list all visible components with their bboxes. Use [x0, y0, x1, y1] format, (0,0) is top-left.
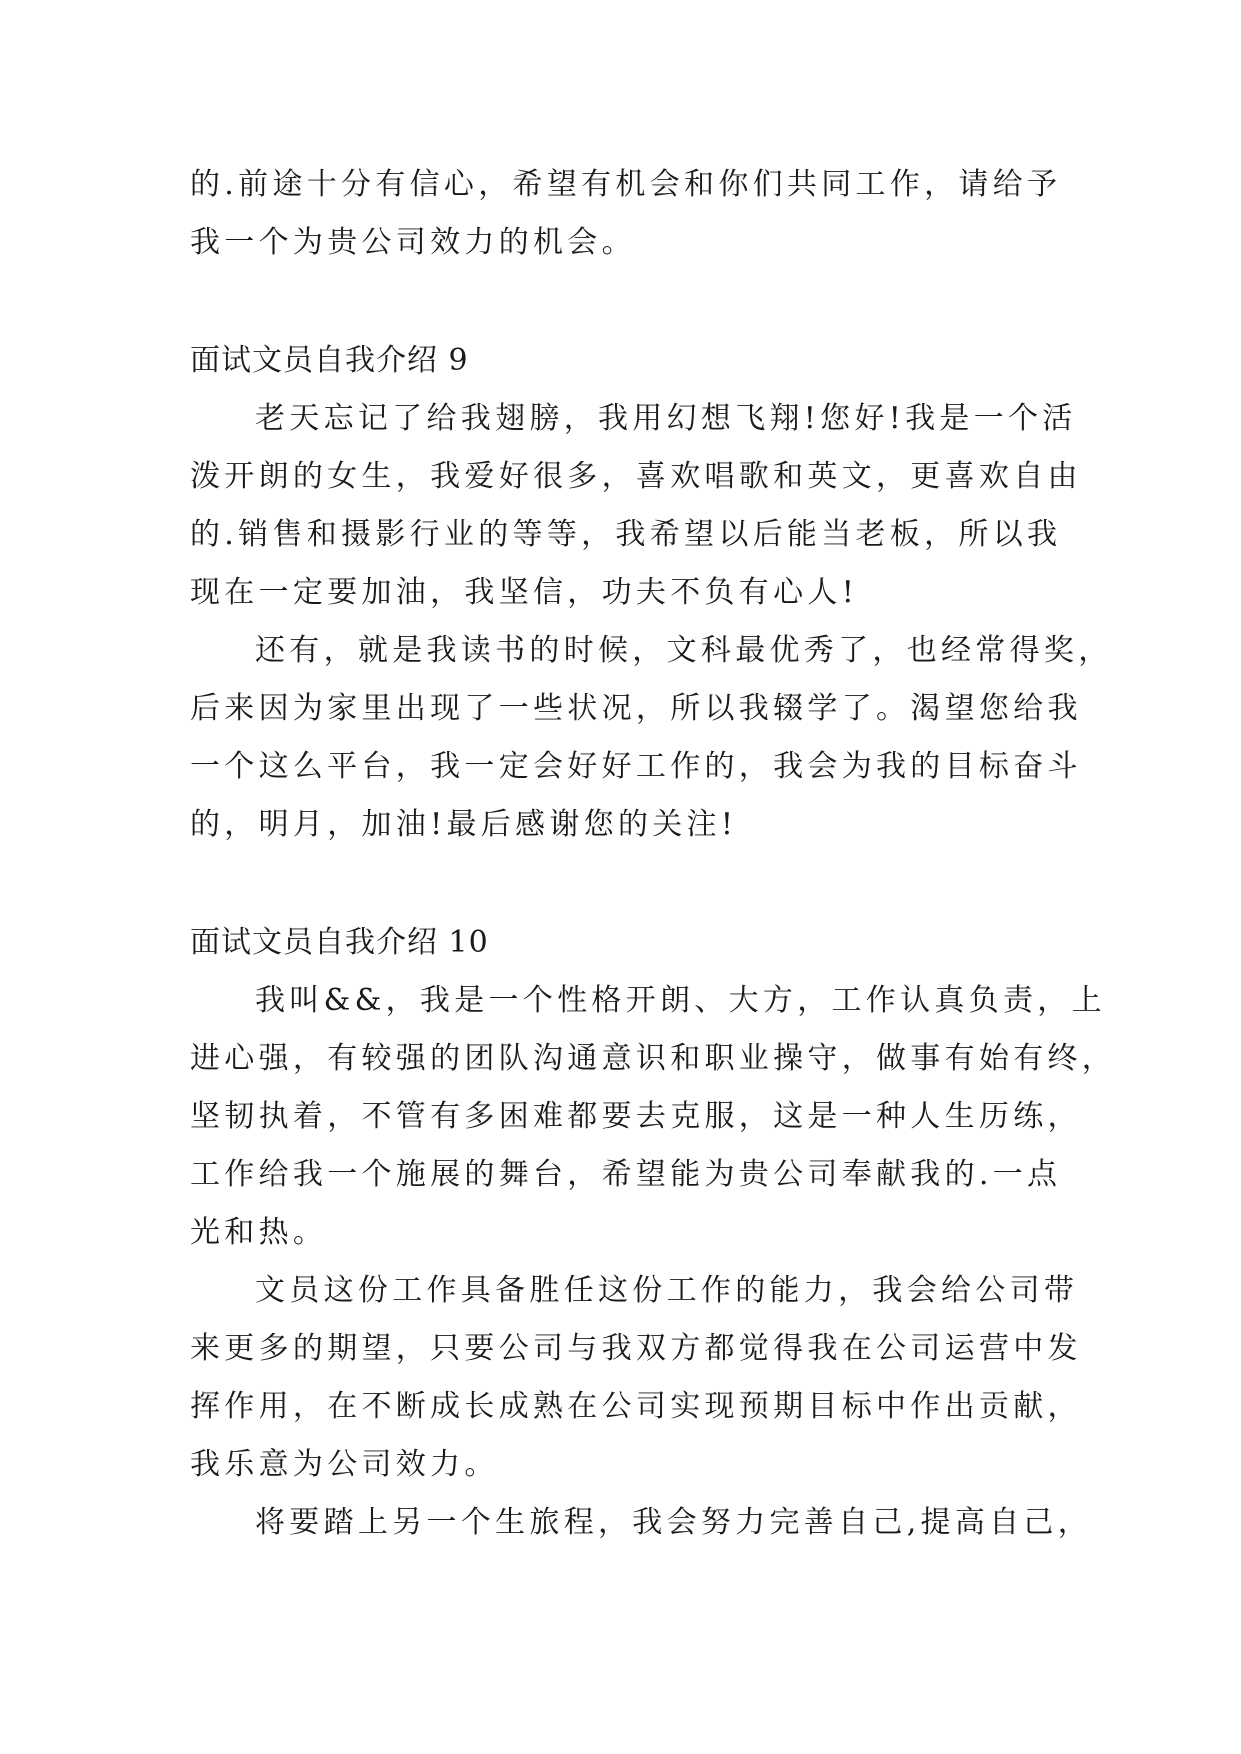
text-line: 一个这么平台，我一定会好好工作的，我会为我的目标奋斗 — [190, 749, 1082, 784]
text-line: 进心强，有较强的团队沟通意识和职业操守，做事有始有终， — [190, 1041, 1117, 1076]
text-line: 来更多的期望，只要公司与我双方都觉得我在公司运营中发 — [190, 1331, 1082, 1366]
text-line: 光和热。 — [190, 1215, 328, 1250]
text-line: 还有，就是我读书的时候，文科最优秀了，也经常得奖， — [255, 633, 1113, 668]
text-line: 我一个为贵公司效力的机会。 — [190, 225, 636, 260]
text-line: 的，明月，加油!最后感谢您的关注! — [190, 807, 738, 842]
text-line: 现在一定要加油，我坚信，功夫不负有心人! — [190, 575, 859, 610]
text-line: 老天忘记了给我翅膀，我用幻想飞翔!您好!我是一个活 — [255, 401, 1077, 436]
text-line: 将要踏上另一个生旅程，我会努力完善自己,提高自己， — [255, 1505, 1093, 1540]
text-line: 泼开朗的女生，我爱好很多，喜欢唱歌和英文，更喜欢自由 — [190, 459, 1082, 494]
text-line: 挥作用，在不断成长成熟在公司实现预期目标中作出贡献， — [190, 1389, 1082, 1424]
text-line: 的.销售和摄影行业的等等，我希望以后能当老板，所以我 — [190, 517, 1062, 552]
text-line: 工作给我一个施展的舞台，希望能为贵公司奉献我的.一点 — [190, 1157, 1062, 1192]
text-line: 后来因为家里出现了一些状况，所以我辍学了。渴望您给我 — [190, 691, 1082, 726]
text-line: 我叫&&，我是一个性格开朗、大方，工作认真负责，上 — [255, 983, 1106, 1018]
section-heading-10: 面试文员自我介绍 10 — [190, 925, 489, 960]
text-line: 的.前途十分有信心，希望有机会和你们共同工作，请给予 — [190, 167, 1062, 202]
text-line: 我乐意为公司效力。 — [190, 1447, 499, 1482]
text-line: 坚韧执着，不管有多困难都要去克服，这是一种人生历练， — [190, 1099, 1082, 1134]
text-line: 文员这份工作具备胜任这份工作的能力，我会给公司带 — [255, 1273, 1079, 1308]
section-heading-9: 面试文员自我介绍 9 — [190, 343, 469, 378]
